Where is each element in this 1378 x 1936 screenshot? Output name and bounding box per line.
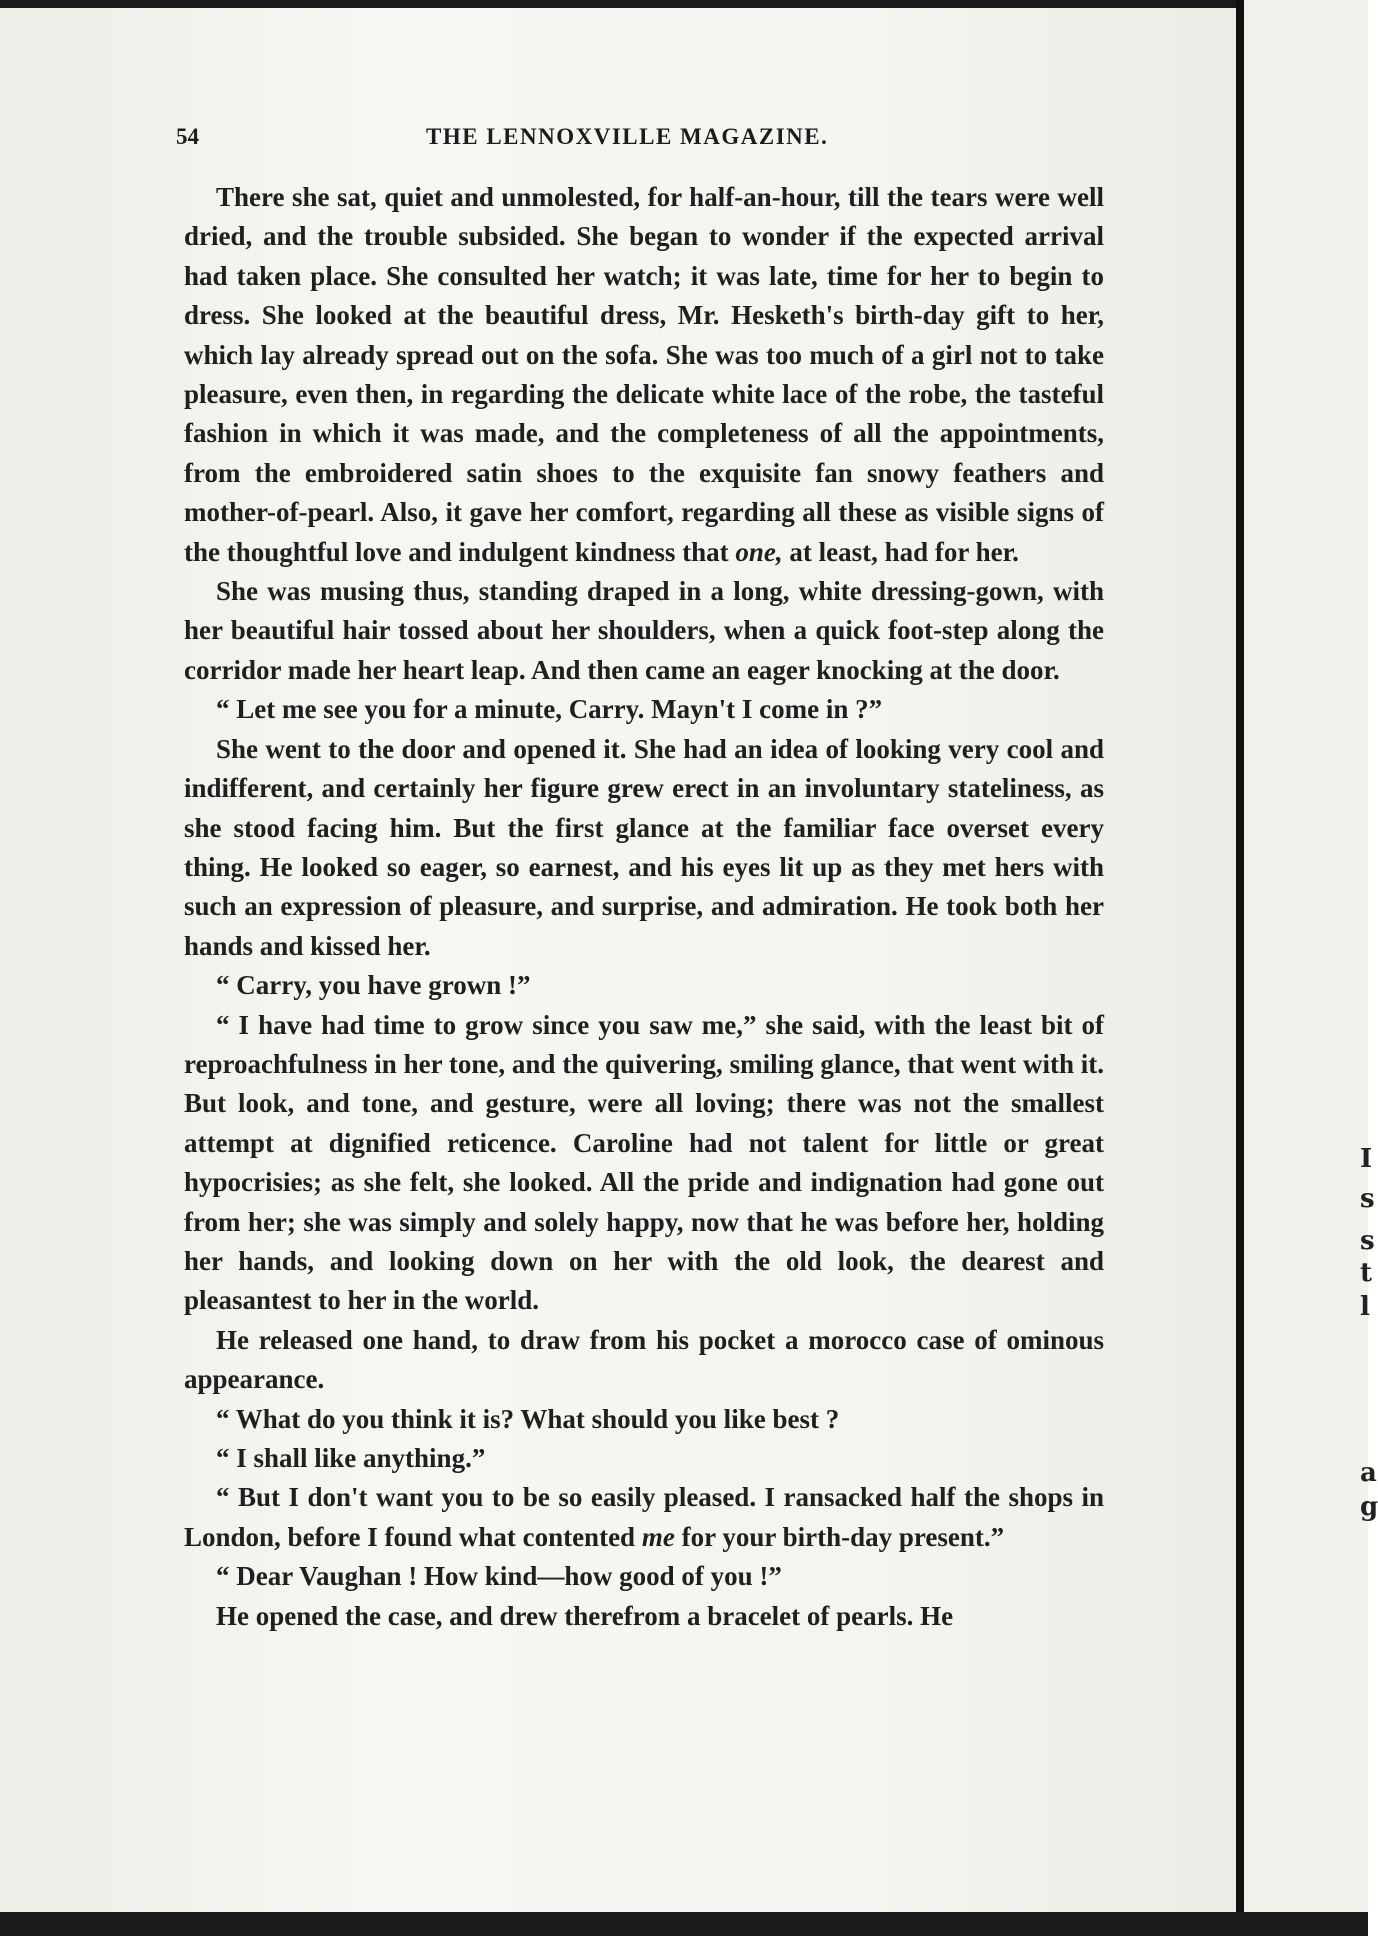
paragraph: “ Let me see you for a minute, Carry. Mayn't I come in ?” — [216, 694, 883, 725]
italic-word: me — [641, 1521, 675, 1552]
paragraph: “ What do you think it is? What should you like best ? — [216, 1403, 840, 1434]
paragraph-text: There she sat, quiet and unmolested, for half-an-hour, till the tears were well dried, and the trouble subsided. She began to wonder if the expected arrival had taken place. She consulted her watch; it was late, time for her to begin to dress. She looked at the beautiful dress, Mr. Hesketh's birth-day gift to her, which lay already spread out on the sofa. She was too much of a girl not to take pleasure, even then, in regarding the delicate white lace of the robe, the tasteful fashion in which it was made, and the completeness of all the appointments, from the embroidered satin shoes to the exquisite fan snowy feathers and mother-of-pearl. Also, it gave her comfort, regarding all these as visible signs of the thoughtful love and indulgent kindness that — [184, 182, 1104, 567]
paragraph: She was musing thus, standing draped in a long, white dressing-gown, with her beautiful hair tossed about her shoulders, when a quick foot-step along the corridor made her heart leap. And then came an eager knocking at the door. — [184, 576, 1104, 685]
paragraph-text: at least, had for her. — [782, 536, 1019, 567]
paragraph: “ I shall like anything.” — [216, 1443, 486, 1473]
paragraph-text: for your birth-day present.” — [674, 1521, 1005, 1552]
paragraph-text: “ But I don't want you to be so easily pleased. I ransacked half the shops in London, before I found what contented — [184, 1482, 1104, 1552]
paragraph: He opened the case, and drew therefrom a bracelet of pearls. He — [216, 1600, 954, 1631]
paragraph: “ Carry, you have grown !” — [216, 970, 531, 1001]
paragraph — [184, 1478, 1104, 1557]
body-text — [184, 178, 1104, 1636]
adjacent-page-fragment: t — [1360, 1258, 1373, 1288]
paragraph: “ Dear Vaughan ! How kind—how good of you !” — [216, 1561, 782, 1592]
adjacent-page-fragment: s — [1360, 1226, 1375, 1256]
adjacent-page-fragment: a — [1360, 1458, 1377, 1488]
adjacent-page-fragment: s — [1360, 1184, 1375, 1214]
page-number: 54 — [176, 124, 199, 149]
paragraph: She went to the door and opened it. She had an idea of looking very cool and indifferent, and certainly her figure grew erect in an involuntary stateliness, as she stood facing him. But the first glance at the familiar face overset every thing. He looked so eager, so earnest, and his eyes lit up as they met hers with such an expression of pleasure, and surprise, and admiration. He took both her hands and kissed her. — [184, 733, 1104, 961]
paragraph: He released one hand, to draw from his pocket a morocco case of ominous appearance. — [184, 1324, 1104, 1395]
adjacent-page-edge — [1244, 0, 1378, 1936]
page-header — [176, 120, 1096, 160]
adjacent-page-fragment: l — [1360, 1292, 1370, 1322]
italic-word: one, — [735, 536, 783, 567]
paragraph — [184, 178, 1104, 572]
scan-top-border — [0, 0, 1368, 8]
paragraph: “ I have had time to grow since you saw me,” she said, with the least bit of reproachfulness in her tone, and the quivering, smiling glance, that went with it. But look, and tone, and gesture, were all loving; there was not the smallest attempt at dignified reticence. Caroline had not talent for little or great hypocrisies; as she felt, she looked. All the pride and indignation had gone out from her; she was simply and solely happy, now that he was before her, holding her hands, and looking down on her with the old look, the dearest and pleasantest to her in the world. — [184, 1009, 1104, 1316]
running-head: THE LENNOXVILLE MAGAZINE. — [426, 124, 829, 149]
scan-bottom-border — [0, 1912, 1368, 1936]
page-gutter — [1236, 0, 1244, 1936]
adjacent-page-fragment: I — [1360, 1144, 1373, 1174]
adjacent-page-fragment: g — [1360, 1492, 1378, 1522]
